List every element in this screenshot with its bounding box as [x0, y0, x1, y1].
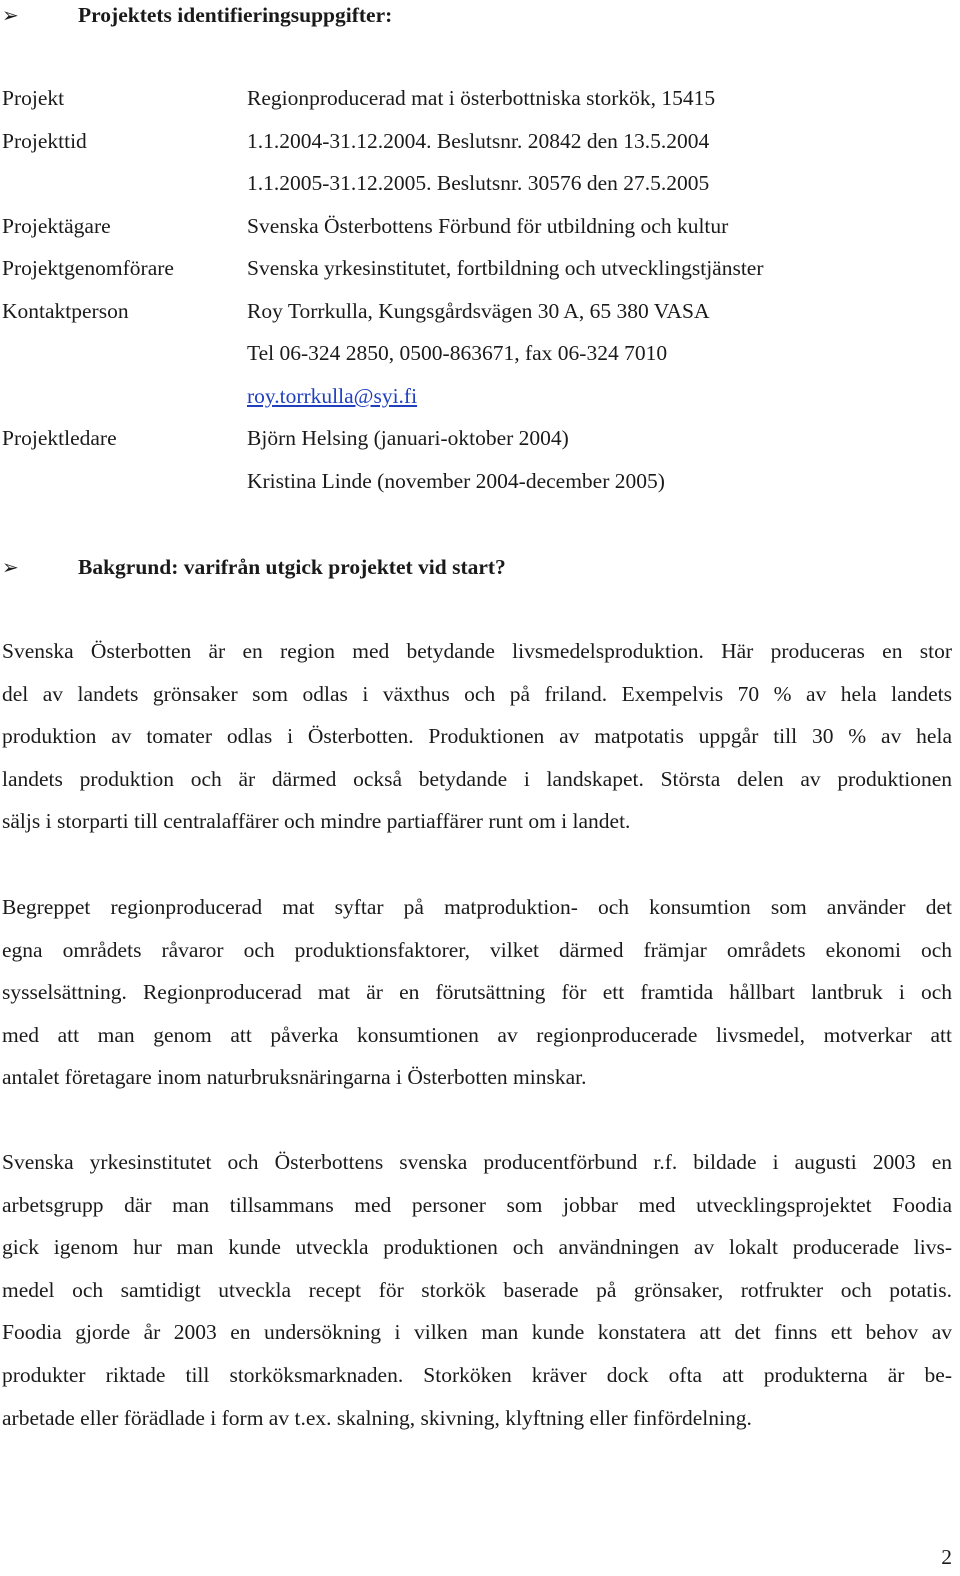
paragraph-line: arbetsgrupp där man tillsammans med personer som jobbar med utvecklingsprojektet Foodia — [2, 1192, 952, 1217]
field-value: Björn Helsing (januari-oktober 2004) — [247, 426, 569, 450]
field-value: Tel 06-324 2850, 0500-863671, fax 06-324 7010 — [247, 341, 668, 365]
field-label: Kontaktperson — [2, 299, 129, 323]
field-row-projektledare — [2, 423, 960, 453]
field-row-telefon — [2, 338, 960, 368]
paragraph-line: antalet företagare inom naturbruksnäringarna i Österbotten minskar. — [2, 1065, 587, 1090]
paragraph-1 — [2, 630, 952, 843]
paragraph-line: landets produktion och är därmed också betydande i landskapet. Största delen av produktionen — [2, 766, 952, 791]
field-row-projektledare-2 — [2, 466, 960, 496]
field-value: Svenska Österbottens Förbund för utbildning och kultur — [247, 214, 729, 238]
section-heading-background — [2, 552, 506, 582]
paragraph-line: gick igenom hur man kunde utveckla produktionen och användningen av lokalt producerade livs- — [2, 1235, 952, 1260]
arrow-bullet-icon: ➢ — [2, 556, 19, 579]
field-label: Projektägare — [2, 214, 111, 238]
paragraph-line: säljs i storparti till centralaffärer och mindre partiaffärer runt om i landet. — [2, 809, 631, 834]
paragraph-line: produkter riktade till storköksmarknaden. Storköken kräver dock ofta att produkterna är be- — [2, 1362, 952, 1387]
field-value: Svenska yrkesinstitutet, fortbildning och utvecklingstjänster — [247, 256, 764, 280]
section-heading-identification — [2, 0, 392, 30]
field-row-projekt — [2, 83, 960, 113]
paragraph-line: Svenska yrkesinstitutet och Österbottens svenska producentförbund r.f. bildade i augusti 2003 en — [2, 1150, 952, 1174]
field-label: Projekt — [2, 86, 65, 110]
field-row-kontaktperson — [2, 296, 960, 326]
paragraph-line: med att man genom att påverka konsumtionen av regionproducerade livsmedel, motverkar att — [2, 1022, 952, 1047]
field-label: Projekttid — [2, 129, 87, 153]
paragraph-line: sysselsättning. Regionproducerad mat är en förutsättning för ett framtida hållbart lantbruk i och — [2, 980, 952, 1005]
paragraph-line: Svenska Österbotten är en region med betydande livsmedelsproduktion. Här produceras en stor — [2, 639, 952, 663]
paragraph-line: del av landets grönsaker som odlas i växthus och på friland. Exempelvis 70 % av hela landets — [2, 681, 952, 706]
paragraph-line: Foodia gjorde år 2003 en undersökning i vilken man kunde konstatera att det finns ett behov av — [2, 1320, 952, 1345]
field-value: Roy Torrkulla, Kungsgårdsvägen 30 A, 65 380 VASA — [247, 299, 710, 323]
field-row-projektagare — [2, 211, 960, 241]
paragraph-3 — [2, 1141, 952, 1439]
section-title: Bakgrund: varifrån utgick projektet vid start? — [78, 554, 506, 579]
field-value: 1.1.2004-31.12.2004. Beslutsnr. 20842 den 13.5.2004 — [247, 129, 710, 153]
paragraph-line: egna områdets råvaror och produktionsfaktorer, vilket därmed främjar områdets ekonomi och — [2, 937, 952, 962]
paragraph-line: produktion av tomater odlas i Österbotten. Produktionen av matpotatis uppgår till 30 % av hela — [2, 724, 952, 749]
section-title: Projektets identifieringsuppgifter: — [78, 2, 393, 27]
field-row-projekttid — [2, 126, 960, 156]
paragraph-line: medel och samtidigt utveckla recept för storkök baserade på grönsaker, rotfrukter och potatis. — [2, 1277, 952, 1302]
field-row-projektgenomforare — [2, 253, 960, 283]
paragraph-2 — [2, 886, 952, 1099]
field-label: Projektledare — [2, 426, 117, 450]
paragraph-line: arbetade eller förädlade i form av t.ex. skalning, skivning, klyftning eller finfördelning. — [2, 1405, 752, 1430]
field-value: 1.1.2005-31.12.2005. Beslutsnr. 30576 den 27.5.2005 — [247, 171, 710, 195]
field-row-email — [2, 381, 960, 411]
page-number: 2 — [941, 1545, 952, 1569]
paragraph-line: Begreppet regionproducerad mat syftar på matproduktion- och konsumtion som använder det — [2, 895, 952, 919]
field-row-projekttid-2 — [2, 168, 960, 198]
field-value: Kristina Linde (november 2004-december 2005) — [247, 469, 665, 493]
arrow-bullet-icon: ➢ — [2, 4, 19, 27]
email-link[interactable]: roy.torrkulla@syi.fi — [247, 384, 418, 408]
field-label: Projektgenomförare — [2, 256, 174, 280]
field-value: Regionproducerad mat i österbottniska storkök, 15415 — [247, 86, 716, 110]
